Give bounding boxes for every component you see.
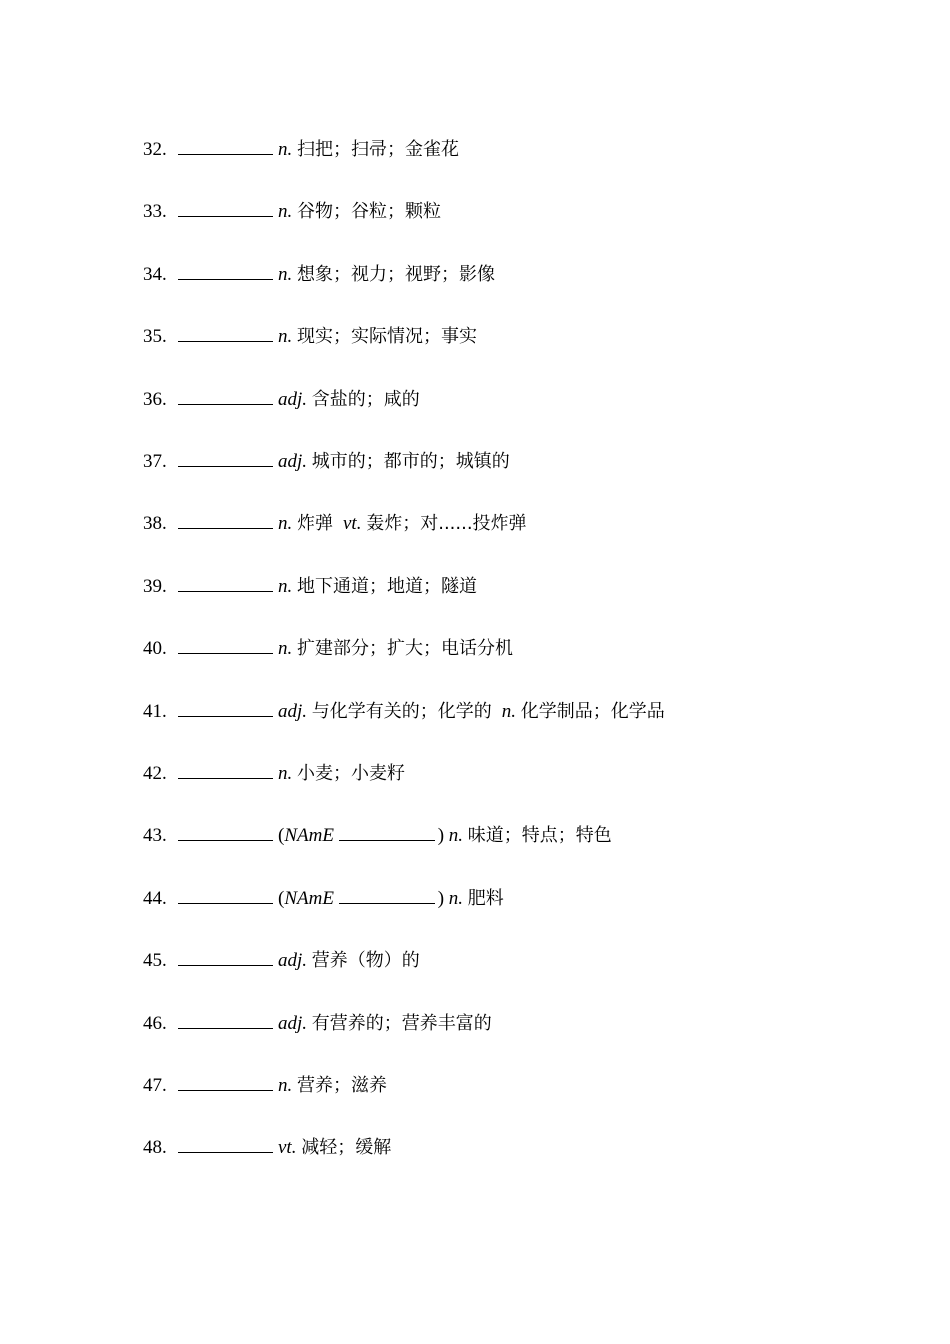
answer-blank[interactable] [178,635,273,654]
answer-blank[interactable] [178,136,273,155]
part-of-speech: n. [278,575,297,597]
item-number: 45. [143,950,167,972]
vocab-item [143,385,420,415]
item-number: 48. [143,1137,167,1159]
answer-blank[interactable] [178,261,273,280]
vocab-item [143,759,405,789]
vocab-item [143,260,495,290]
vocab-item [143,197,441,227]
part-of-speech: n. [278,513,297,535]
answer-blank[interactable] [178,386,273,405]
item-number: 35. [143,326,167,348]
name-variant-blank[interactable] [339,885,435,904]
meaning-text: 含盐的；咸的 [311,388,420,410]
name-variant-blank[interactable] [339,822,435,841]
part-of-speech: n. [278,326,297,348]
open-paren: ( [278,825,285,847]
vocab-item [143,697,665,727]
meaning-text: 营养（物）的 [311,950,420,972]
part-of-speech: adj. [278,950,312,972]
item-number: 36. [143,388,167,410]
meaning-text: 想象；视力；视野；影像 [297,263,495,285]
item-number: 40. [143,638,167,660]
item-number: 32. [143,139,167,160]
answer-blank[interactable] [178,198,273,217]
vocab-item [143,322,477,352]
item-number: 46. [143,1012,167,1034]
part-of-speech: adj. [278,1012,312,1034]
part-of-speech: vt. [343,513,367,535]
part-of-speech: n. [278,201,297,223]
part-of-speech: n. [501,700,521,722]
meaning-text: 小麦；小麦籽 [297,763,405,784]
part-of-speech: adj. [278,451,312,472]
item-number: 41. [143,700,167,722]
vocab-item [143,572,477,602]
item-number: 34. [143,263,167,285]
answer-blank[interactable] [178,698,273,717]
item-number: 47. [143,1075,167,1096]
item-number: 33. [143,201,167,223]
answer-blank[interactable] [178,1010,273,1029]
part-of-speech: vt. [278,1137,302,1159]
meaning-text: 现实；实际情况；事实 [297,326,477,348]
open-paren: ( [278,887,285,909]
close-paren: ) [437,825,449,847]
part-of-speech: n. [278,1075,297,1096]
meaning-text: 减轻；缓解 [301,1137,392,1159]
meaning-text: 炸弹 [297,513,333,535]
meaning-text: 谷物；谷粒；颗粒 [297,201,441,223]
answer-blank[interactable] [178,323,273,342]
vocab-item [143,884,504,914]
meaning-text: 肥料 [467,887,504,909]
name-variant-label: NAmE [284,887,339,909]
item-number: 39. [143,575,167,597]
answer-blank[interactable] [178,1072,273,1091]
part-of-speech: n. [448,825,468,847]
item-number: 38. [143,513,167,535]
item-number: 42. [143,763,167,784]
vocab-item [143,135,459,165]
meaning-text: 味道；特点；特色 [467,825,612,847]
part-of-speech: n. [278,763,297,784]
close-paren: ) [437,887,449,909]
answer-blank[interactable] [178,510,273,529]
part-of-speech: n. [278,263,297,285]
meaning-text: 有营养的；营养丰富的 [311,1012,492,1034]
answer-blank[interactable] [178,573,273,592]
answer-blank[interactable] [178,1134,273,1153]
meaning-text: 扩建部分；扩大；电话分机 [297,638,513,660]
part-of-speech: n. [278,139,297,160]
vocab-item [143,946,420,976]
vocab-item [143,1133,391,1163]
meaning-text: 化学制品；化学品 [520,700,665,722]
vocab-item [143,1009,492,1039]
item-number: 43. [143,825,167,847]
meaning-text: 城市的；都市的；城镇的 [311,451,510,472]
part-of-speech: adj. [278,388,312,410]
answer-blank[interactable] [178,822,273,841]
answer-blank[interactable] [178,760,273,779]
vocab-item [143,821,612,851]
vocab-item [143,447,510,477]
vocab-item [143,634,513,664]
part-of-speech: adj. [278,700,312,722]
meaning-text: 轰炸；对......投炸弹 [366,513,527,535]
part-of-speech: n. [278,638,297,660]
part-of-speech: n. [448,887,468,909]
item-number: 37. [143,451,167,472]
meaning-text: 扫把；扫帚；金雀花 [297,139,459,160]
vocab-item [143,1071,387,1101]
meaning-text: 与化学有关的；化学的 [311,700,492,722]
meaning-text: 营养；滋养 [297,1075,387,1096]
meaning-text: 地下通道；地道；隧道 [297,575,477,597]
item-number: 44. [143,887,167,909]
answer-blank[interactable] [178,947,273,966]
answer-blank[interactable] [178,885,273,904]
name-variant-label: NAmE [284,825,339,847]
answer-blank[interactable] [178,448,273,467]
vocab-item [143,509,527,539]
